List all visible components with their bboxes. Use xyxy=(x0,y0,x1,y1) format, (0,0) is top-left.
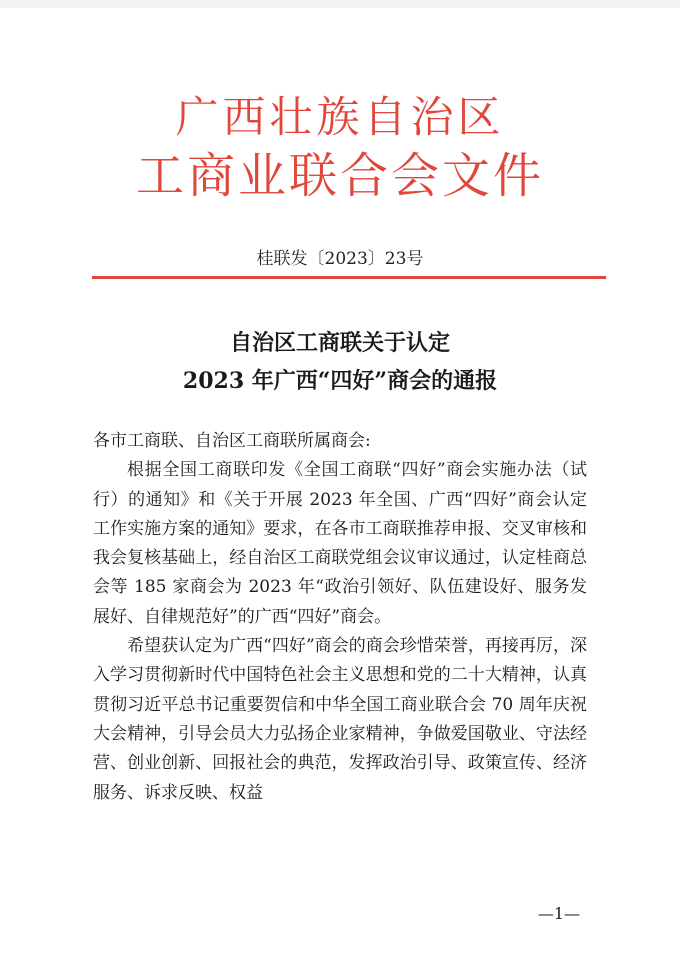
red-separator-line xyxy=(92,276,606,279)
issuer-header-line2: 工商业联合会文件 xyxy=(135,148,544,204)
body-paragraph-1: 根据全国工商联印发《全国工商联“四好”商会实施办法（试行）的通知》和《关于开展 2023 年全国、广西“四好”商会认定工作实施方案的通知》要求，在各市工商联推荐申报、交叉审核和我会复核基础上，经自治区工商联党组会议审议通过，认定桂商总会等 185 家商会为 2023 年“政治引领好、队伍建设好、服务发展好、自律规范好”的广西“四好”商会。 xyxy=(93,460,587,627)
issuer-header-line1: 广西壮族自治区 xyxy=(175,93,505,143)
salutation: 各市工商联、自治区工商联所属商会: xyxy=(93,431,371,451)
document-title-line1: 自治区工商联关于认定 xyxy=(229,330,450,356)
document-body xyxy=(93,427,587,808)
document-title-line2: 2023 年广西“四好”商会的通报 xyxy=(182,368,498,394)
body-paragraph-2: 希望获认定为广西“四好”商会的商会珍惜荣誉，再接再厉，深入学习贯彻新时代中国特色社会主义思想和党的二十大精神，认真贯彻习近平总书记重要贺信和中华全国工商业联合会 70 周年庆祝大会精神，引导会员大力弘扬企业家精神，争做爱国敬业、守法经营、创业创新、回报社会的典范，发挥政治引导、政策宣传、经济服务、诉求反映、权益 xyxy=(93,636,587,803)
document-number: 桂联发〔2023〕23号 xyxy=(256,249,424,269)
scan-top-strip xyxy=(0,0,680,8)
page-number: —1— xyxy=(537,904,580,923)
